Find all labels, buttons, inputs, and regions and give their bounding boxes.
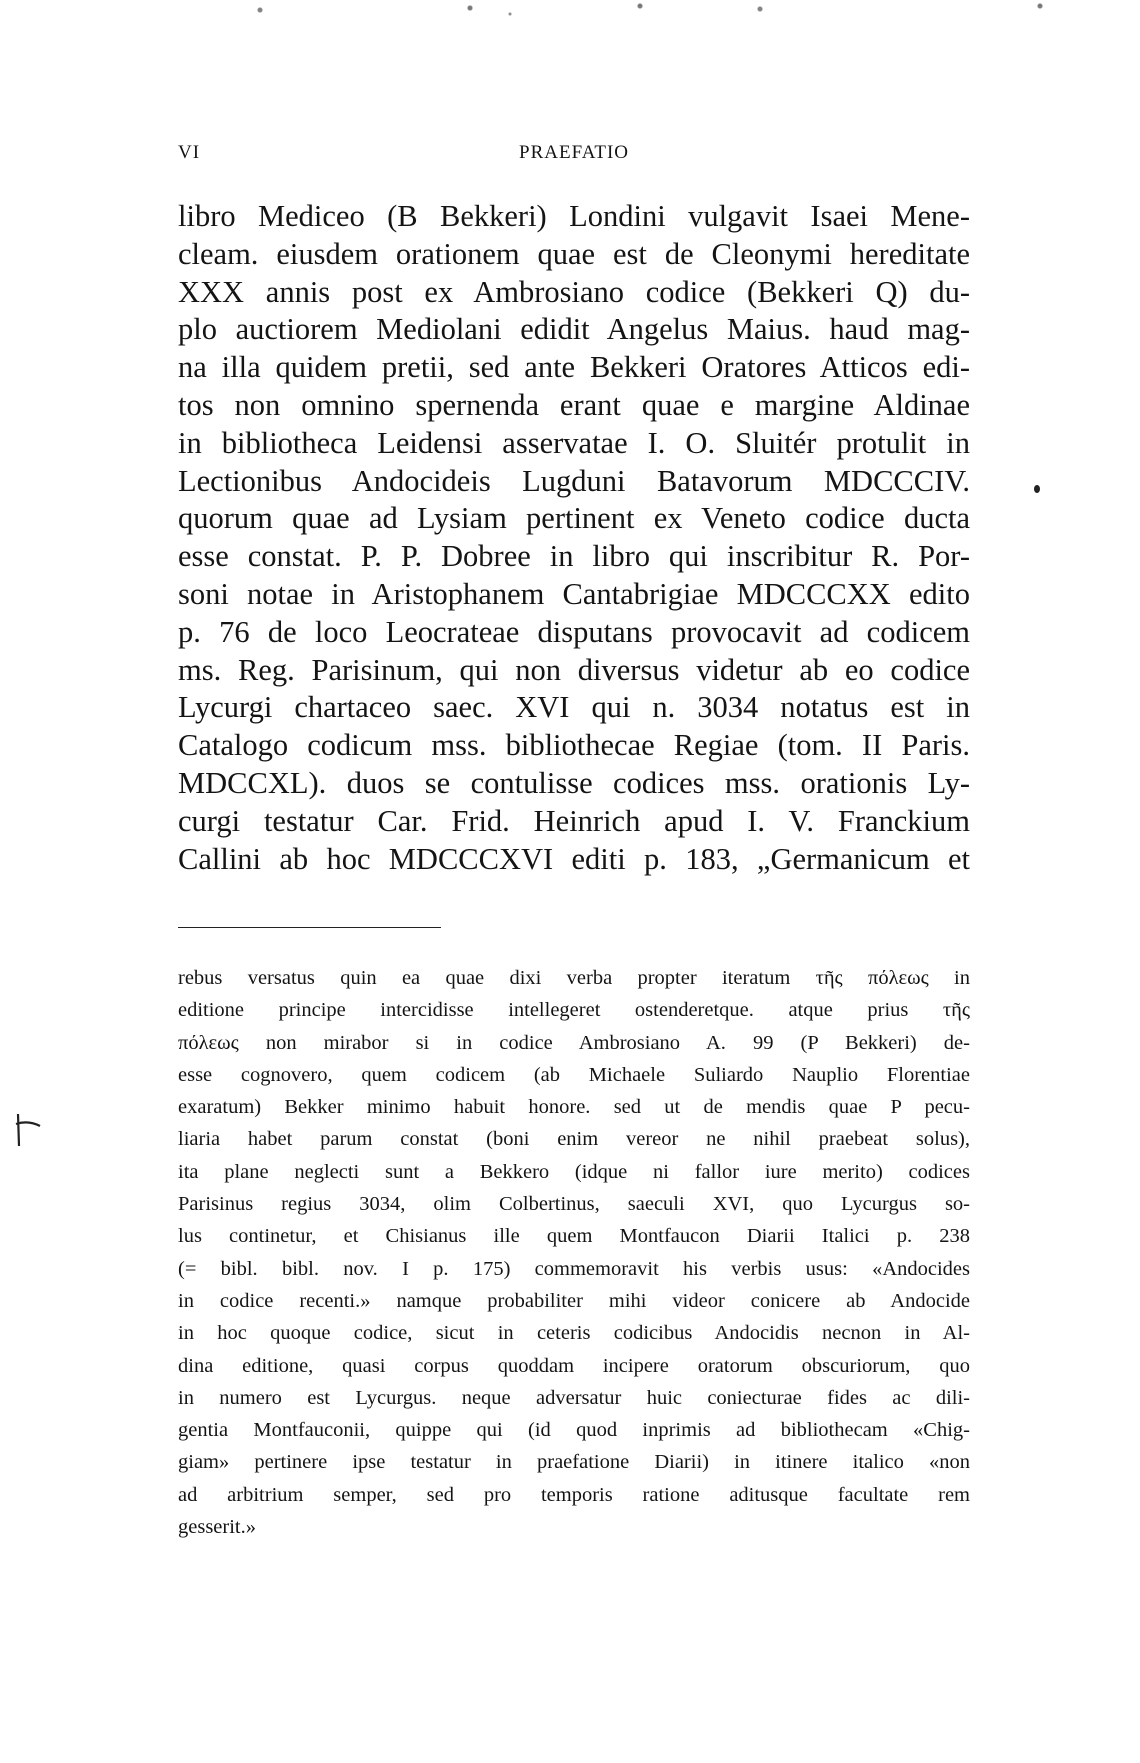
footnote-line: gesserit.»	[178, 1516, 256, 1539]
footnote-line: giam» pertinere ipse testatur in praefatione Diarii) in itinere italico «non	[178, 1451, 970, 1474]
main-line: Lectionibus Andocideis Lugduni Batavorum MDCCCIV.	[178, 463, 970, 498]
main-line: quorum quae ad Lysiam pertinent ex Veneto codice ducta	[178, 501, 970, 536]
footnote-line: gentia Montfauconii, quippe qui (id quod inprimis ad bibliothecam «Chig-	[178, 1419, 970, 1442]
main-line: p. 76 de loco Leocrateae disputans provocavit ad codicem	[178, 614, 970, 649]
footnote-line: Parisinus regius 3034, olim Colbertinus, saeculi XVI, quo Lycurgus so-	[178, 1193, 970, 1216]
margin-pen-mark	[10, 1112, 44, 1148]
main-line: esse constat. P. P. Dobree in libro qui inscribitur R. Por-	[178, 539, 970, 574]
main-line: ms. Reg. Parisinum, qui non diversus videtur ab eo codice	[178, 652, 970, 687]
main-line: libro Mediceo (B Bekkeri) Londini vulgavit Isaei Mene-	[178, 199, 970, 233]
main-line: plo auctiorem Mediolani edidit Angelus Maius. haud mag-	[178, 312, 970, 347]
main-line: Catalogo codicum mss. bibliothecae Regiae (tom. II Paris.	[178, 728, 970, 763]
main-line: MDCCXL). duos se contulisse codices mss. orationis Ly-	[178, 765, 970, 800]
main-text	[178, 198, 970, 878]
main-line: soni notae in Aristophanem Cantabrigiae MDCCCXX edito	[178, 576, 970, 611]
running-head	[178, 142, 970, 168]
footnote-line: exaratum) Bekker minimo habuit honore. sed ut de mendis quae P pecu-	[178, 1096, 970, 1119]
margin-dot-mark	[1032, 482, 1042, 496]
main-line: Lycurgi chartaceo saec. XVI qui n. 3034 notatus est in	[178, 690, 970, 725]
main-line: in bibliotheca Leidensi asservatae I. O. Sluitér protulit in	[178, 425, 970, 460]
page-number: VI	[178, 142, 201, 163]
footnote-line: editione principe intercidisse intellegeret ostenderetque. atque prius τῆς	[178, 999, 970, 1022]
footnote-line: in hoc quoque codice, sicut in ceteris codicibus Andocidis necnon in Al-	[178, 1322, 970, 1345]
footnote-rule	[178, 927, 441, 928]
main-line: tos non omnino spernenda erant quae e margine Aldinae	[178, 387, 970, 422]
footnote-line: lus continetur, et Chisianus ille quem Montfaucon Diarii Italici p. 238	[178, 1225, 970, 1248]
footnote-line: dina editione, quasi corpus quoddam incipere oratorum obscuriorum, quo	[178, 1354, 970, 1377]
scan-noise	[0, 0, 1140, 40]
footnote-text	[178, 962, 970, 1543]
footnote-line: ad arbitrium semper, sed pro temporis ratione aditusque facultate rem	[178, 1483, 970, 1506]
footnote-line: (= bibl. bibl. nov. I p. 175) commemoravit his verbis usus: «Andocides	[178, 1257, 970, 1280]
main-line: Callini ab hoc MDCCCXVI editi p. 183, „Germanicum et	[178, 841, 970, 876]
footnote-line: πόλεως non mirabor si in codice Ambrosiano A. 99 (P Bekkeri) de-	[178, 1031, 970, 1054]
footnote-line: rebus versatus quin ea quae dixi verba propter iteratum τῆς πόλεως in	[178, 967, 970, 989]
main-line: curgi testatur Car. Frid. Heinrich apud I. V. Franckium	[178, 803, 970, 838]
footnote-line: in codice recenti.» namque probabiliter mihi videor conicere ab Andocide	[178, 1289, 970, 1312]
footnote-line: liaria habet parum constat (boni enim vereor ne nihil praebeat solus),	[178, 1128, 970, 1151]
main-line: cleam. eiusdem orationem quae est de Cleonymi hereditate	[178, 236, 970, 271]
main-line: na illa quidem pretii, sed ante Bekkeri Oratores Atticos edi-	[178, 350, 970, 385]
footnote-line: in numero est Lycurgus. neque adversatur huic coniecturae fides ac dili-	[178, 1386, 970, 1409]
footnote-line: esse cognovero, quem codicem (ab Michaele Suliardo Nauplio Florentiae	[178, 1063, 970, 1086]
running-title: PRAEFATIO	[519, 142, 629, 163]
footnote-line: ita plane neglecti sunt a Bekkero (idque ni fallor iure merito) codices	[178, 1160, 970, 1183]
main-line: XXX annis post ex Ambrosiano codice (Bekkeri Q) du-	[178, 274, 970, 309]
